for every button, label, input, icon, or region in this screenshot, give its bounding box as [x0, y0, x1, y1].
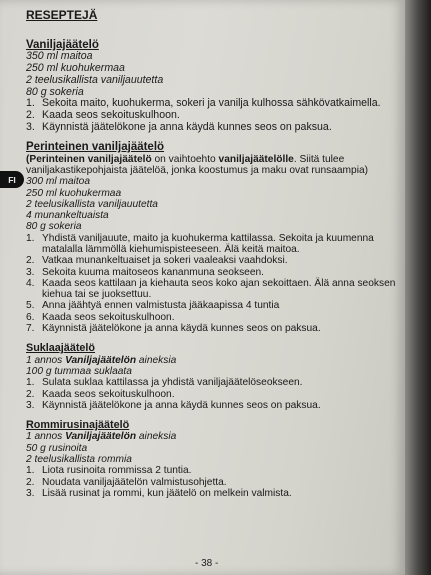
step-number: 2.: [26, 476, 35, 488]
step-text: Noudata vaniljajäätelön valmistusohjetta.: [42, 476, 227, 488]
step: [26, 267, 401, 278]
ingredient: 250 ml kuohukermaa: [26, 62, 125, 75]
step: [26, 312, 401, 323]
language-tab: [0, 171, 24, 188]
recipe-content: [26, 10, 401, 508]
intro-text: . Siitä tulee vaniljakastikepohjaista jäätelöä, jonka koostumus ja maku ovat runsaampia): [26, 153, 369, 176]
step: [26, 465, 401, 476]
step-number: 3.: [26, 399, 35, 411]
recipe-traditional: [26, 142, 401, 334]
step-text: Sekoita kuuma maitoseos kananmuna seokseen.: [42, 266, 264, 278]
intro-text: on vaihtoehto: [151, 153, 219, 165]
step: [26, 122, 401, 134]
intro-bold: vaniljajäätelölle: [218, 153, 294, 165]
recipe-chocolate: [26, 343, 401, 411]
step: [26, 233, 401, 256]
recipe-title: Vaniljajäätelö: [26, 38, 99, 51]
ingredient: 2 teelusikallista rommia: [26, 454, 132, 466]
step-list: [26, 233, 401, 335]
step-text: Kaada seos sekoituskulhoon.: [42, 108, 180, 121]
ingredient: [26, 431, 401, 442]
step: [26, 300, 401, 311]
step-number: 2.: [26, 388, 35, 400]
step: [26, 377, 401, 388]
ingredient: 50 g rusinoita: [26, 442, 88, 454]
recipe-title: Perinteinen vaniljajäätelö: [26, 141, 165, 154]
step-list: [26, 98, 401, 133]
step-number: 3.: [26, 266, 35, 278]
step: [26, 323, 401, 334]
ingredient: 80 g sokeria: [26, 221, 82, 233]
recipe-title: Rommirusinajäätelö: [26, 419, 130, 432]
step-list: [26, 377, 401, 411]
step: [26, 488, 401, 499]
step-list: [26, 465, 401, 499]
ingredient: 2 teelusikallista vaniljauutetta: [26, 198, 158, 210]
step-number: 7.: [26, 323, 35, 335]
step: [26, 400, 401, 411]
step-text: Käynnistä jäätelökone ja anna käydä kunnes seos on paksua.: [42, 120, 332, 133]
step-number: 4.: [26, 277, 35, 289]
step: [26, 255, 401, 266]
ingredient: 2 teelusikallista vaniljauutetta: [26, 73, 164, 86]
recipe-title: Suklaajäätelö: [26, 342, 96, 355]
step-text: Anna jäähtyä ennen valmistusta jääkaapissa 4 tuntia: [42, 300, 280, 312]
ingredient: 350 ml maitoa: [26, 50, 93, 63]
step-text: Liota rusinoita rommissa 2 tuntia.: [42, 465, 192, 477]
book-gutter: [405, 0, 431, 575]
step-number: 2.: [26, 108, 35, 121]
step-text: Kaada seos kattilaan ja kiehauta seos koko ajan sekoittaen. Älä anna seoksen kiehua tai se juoksettuu.: [42, 277, 396, 301]
step-number: 1.: [26, 465, 35, 477]
step-text: Käynnistä jäätelökone ja anna käydä kunnes seos on paksua.: [42, 399, 321, 411]
ingredient: 250 ml kuohukermaa: [26, 187, 122, 199]
ingredient: 300 ml maitoa: [26, 176, 90, 188]
step-number: 1.: [26, 377, 35, 389]
ingredient: [26, 355, 401, 366]
step-text: Vatkaa munankeltuaiset ja sokeri vaaleaksi vaahdoksi.: [42, 255, 288, 267]
step: [26, 278, 401, 301]
step: [26, 389, 401, 400]
page-heading: RESEPTEJÄ: [26, 8, 98, 22]
step-text: Yhdistä vaniljauute, maito ja kuohukerma kattilassa. Sekoita ja kuumenna matalalla lämmöllä kiehumispisteeseen. Älä keitä maitoa.: [42, 232, 374, 255]
ingredient-bold: Vaniljajäätelön: [65, 354, 137, 366]
step-text: Sekoita maito, kuohukerma, sokeri ja vanilja kulhossa sähkövatkaimella.: [42, 97, 381, 110]
recipe-intro: [26, 154, 401, 177]
ingredient: 80 g sokeria: [26, 85, 84, 98]
step-number: 1.: [26, 97, 35, 110]
ingredient-text: 1 annos: [26, 354, 66, 366]
intro-bold: (Perinteinen vaniljajäätelö: [26, 153, 152, 165]
page-number: - 38 -: [195, 558, 219, 569]
language-tab-label: FI: [8, 174, 16, 185]
step: [26, 110, 401, 122]
step-number: 6.: [26, 311, 35, 323]
ingredient: 4 munankeltuaista: [26, 210, 109, 222]
step: [26, 477, 401, 488]
step-text: Kaada seos sekoituskulhoon.: [42, 311, 175, 323]
ingredient: 100 g tummaa suklaata: [26, 365, 132, 377]
recipe-rum-raisin: [26, 420, 401, 499]
step-number: 5.: [26, 300, 35, 312]
step-number: 3.: [26, 120, 35, 133]
ingredient-text: 1 annos: [26, 431, 66, 443]
step-text: Sulata suklaa kattilassa ja yhdistä vaniljajäätelöseokseen.: [42, 377, 303, 389]
step-number: 1.: [26, 232, 35, 244]
step-number: 3.: [26, 487, 35, 499]
ingredient-text: aineksia: [136, 354, 177, 366]
recipe-vanilla: [26, 40, 401, 134]
ingredient-bold: Vaniljajäätelön: [65, 431, 137, 443]
step-number: 2.: [26, 255, 35, 267]
step-text: Käynnistä jäätelökone ja anna käydä kunnes seos on paksua.: [42, 323, 321, 335]
step-text: Kaada seos sekoituskulhoon.: [42, 388, 175, 400]
ingredient-text: aineksia: [136, 431, 177, 443]
step-text: Lisää rusinat ja rommi, kun jäätelö on melkein valmista.: [42, 487, 292, 499]
